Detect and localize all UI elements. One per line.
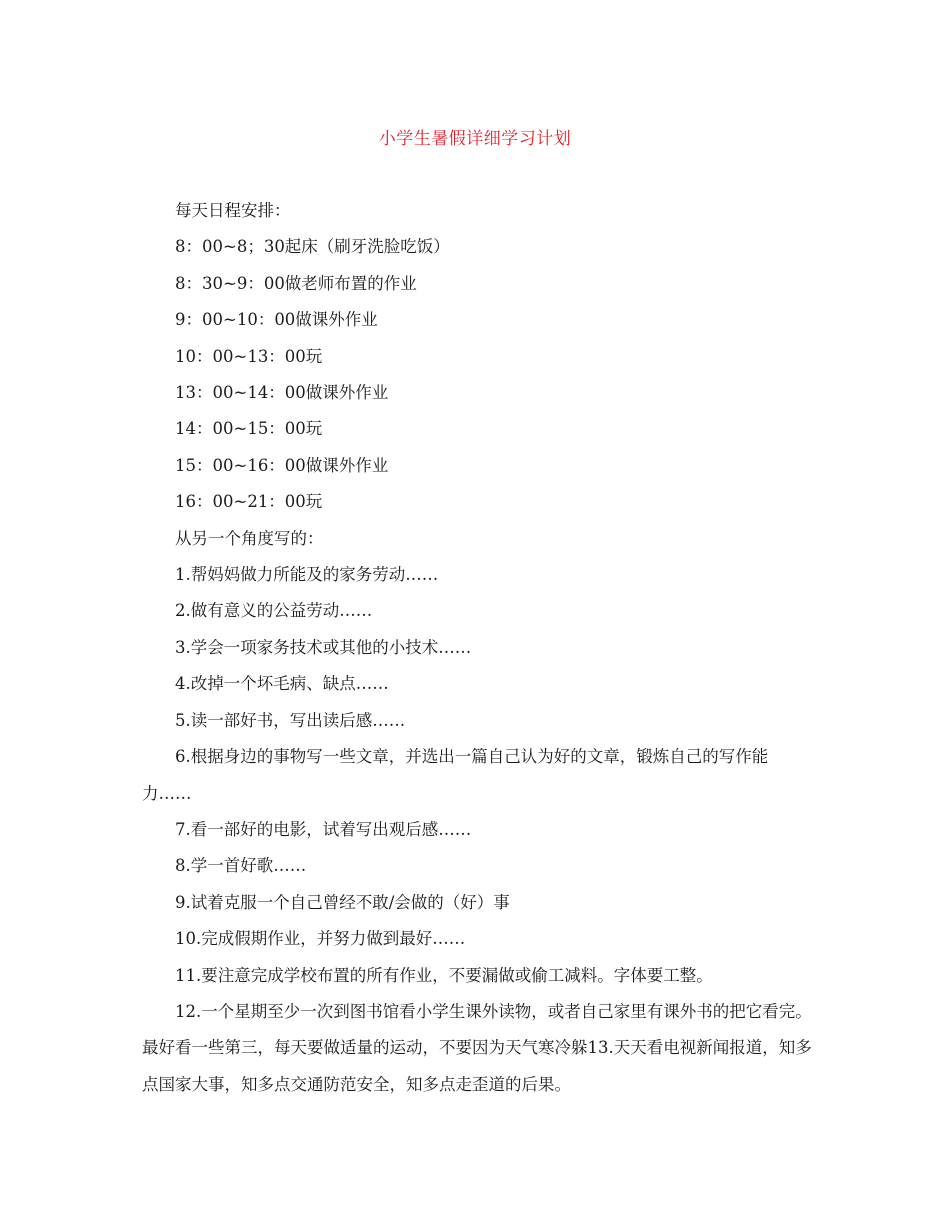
plan-item: 2.做有意义的公益劳动…… xyxy=(175,601,373,621)
section-heading: 从另一个角度写的： xyxy=(175,528,324,548)
plan-item: 7.看一部好的电影，试着写出观后感…… xyxy=(175,819,472,839)
plan-item: 6.根据身边的事物写一些文章，并选出一篇自己认为好的文章，锻炼自己的写作能力…… xyxy=(142,747,769,803)
plan-item: 12.一个星期至少一次到图书馆看小学生课外读物，或者自己家里有课外书的把它看完。最好看一些第三，每天要做适量的运动，不要因为天气寒冷躲13.天天看电视新闻报道，知多点国家大事，知多点交通防范安全，知多点走歪道的后果。 xyxy=(142,1001,812,1094)
schedule-item: 13：00~14：00做课外作业 xyxy=(175,383,389,403)
plan-item: 10.完成假期作业，并努力做到最好…… xyxy=(175,929,466,949)
document-body xyxy=(142,193,814,1103)
plan-item: 9.试着克服一个自己曾经不敢/会做的（好）事 xyxy=(175,892,510,912)
plan-item: 8.学一首好歌…… xyxy=(175,856,307,876)
document-title: 小学生暑假详细学习计划 xyxy=(378,129,572,149)
schedule-item: 9：00~10：00做课外作业 xyxy=(175,310,378,330)
schedule-item: 16：00~21：00玩 xyxy=(175,492,323,512)
plan-item: 11.要注意完成学校布置的所有作业，不要漏做或偷工减料。字体要工整。 xyxy=(175,965,713,985)
schedule-item: 8：30~9：00做老师布置的作业 xyxy=(175,273,417,293)
plan-item: 1.帮妈妈做力所能及的家务劳动…… xyxy=(175,565,439,585)
plan-item: 4.改掉一个坏毛病、缺点…… xyxy=(175,674,389,694)
schedule-item: 15：00~16：00做课外作业 xyxy=(175,455,389,475)
schedule-item: 14：00~15：00玩 xyxy=(175,419,323,439)
plan-item: 3.学会一项家务技术或其他的小技术…… xyxy=(175,637,472,657)
plan-item: 5.读一部好书，写出读后感…… xyxy=(175,710,406,730)
schedule-heading: 每天日程安排： xyxy=(175,201,291,220)
schedule-item: 10：00~13：00玩 xyxy=(175,346,323,366)
schedule-item: 8：00~8；30起床（刷牙洗脸吃饭） xyxy=(175,237,450,257)
